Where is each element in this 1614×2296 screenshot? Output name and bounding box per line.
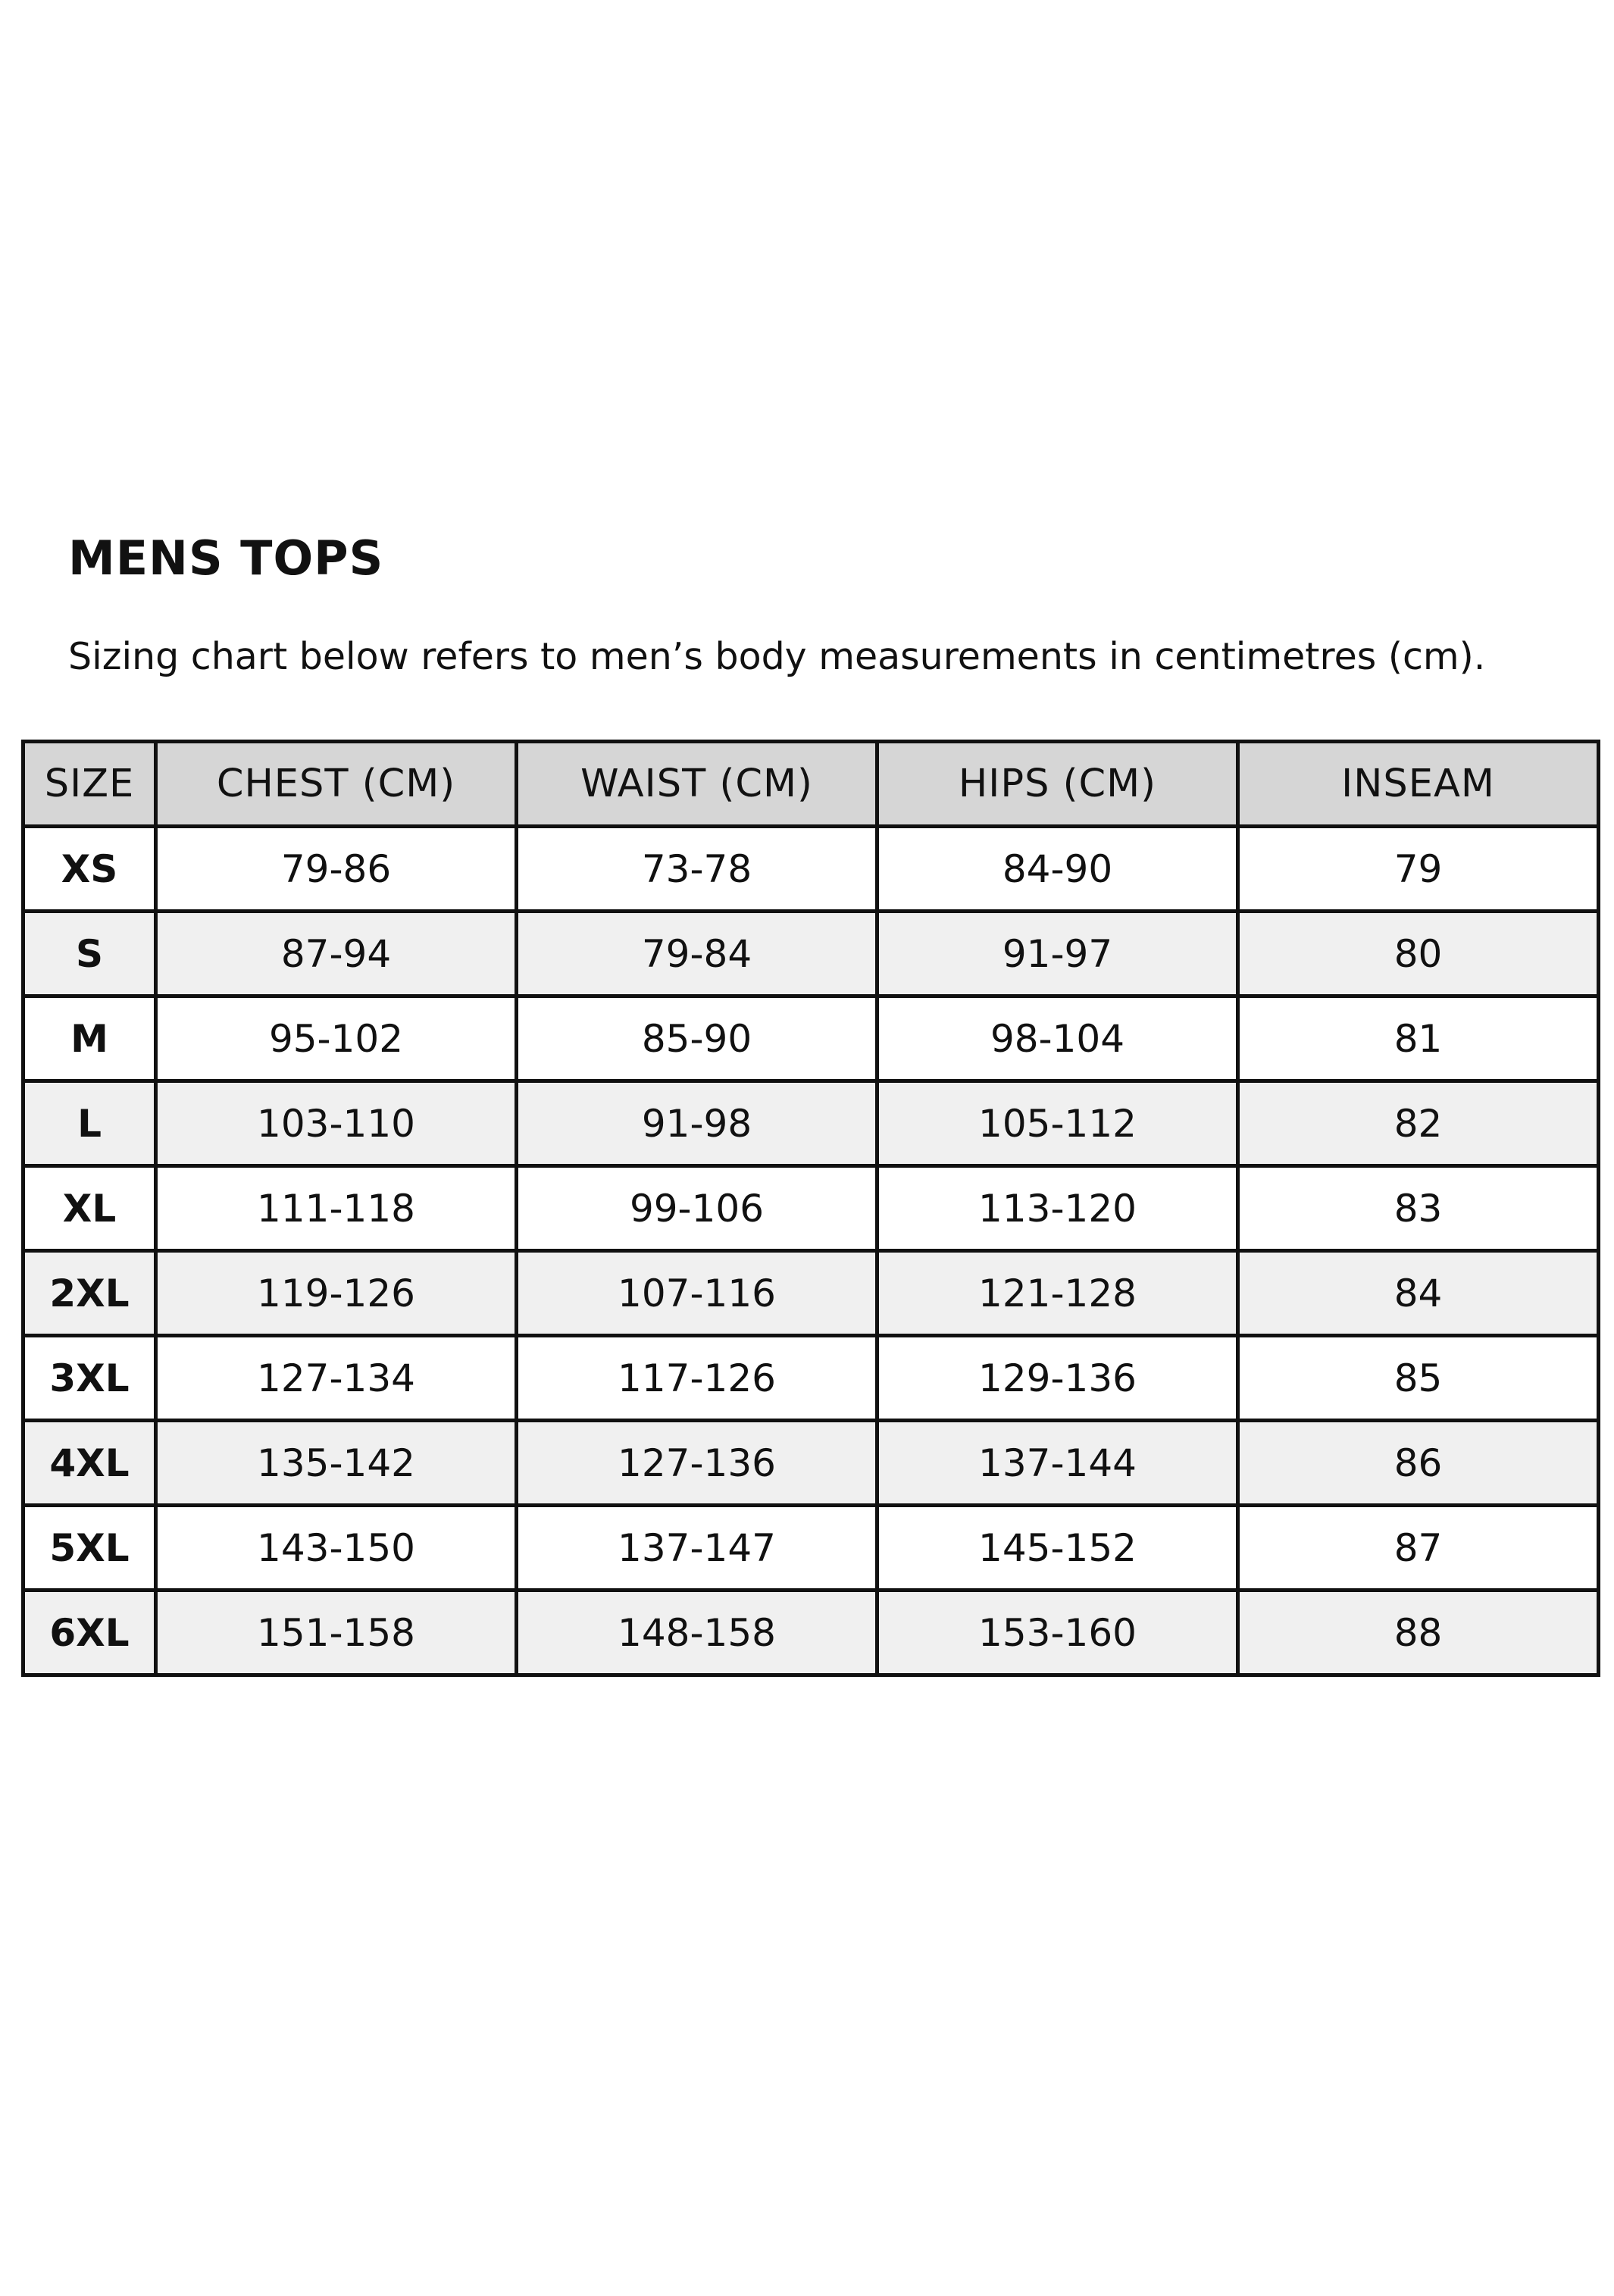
chest-cell: 103-110 <box>156 1081 517 1166</box>
chest-cell: 151-158 <box>156 1591 517 1675</box>
inseam-cell: 79 <box>1238 827 1599 912</box>
inseam-cell: 85 <box>1238 1336 1599 1421</box>
waist-cell: 85-90 <box>517 996 877 1081</box>
waist-cell: 127-136 <box>517 1421 877 1506</box>
inseam-cell: 86 <box>1238 1421 1599 1506</box>
inseam-cell: 81 <box>1238 996 1599 1081</box>
chest-cell: 111-118 <box>156 1166 517 1251</box>
chest-cell: 79-86 <box>156 827 517 912</box>
hips-cell: 153-160 <box>877 1591 1238 1675</box>
table-header-row <box>23 742 1599 827</box>
size-cell: L <box>23 1081 156 1166</box>
inseam-cell: 84 <box>1238 1251 1599 1336</box>
size-cell: 5XL <box>23 1506 156 1591</box>
chest-cell: 95-102 <box>156 996 517 1081</box>
hips-cell: 91-97 <box>877 912 1238 996</box>
inseam-cell: 80 <box>1238 912 1599 996</box>
table-row <box>23 996 1599 1081</box>
waist-cell: 107-116 <box>517 1251 877 1336</box>
inseam-cell: 87 <box>1238 1506 1599 1591</box>
page-title: MENS TOPS <box>68 530 384 586</box>
hips-cell: 113-120 <box>877 1166 1238 1251</box>
table-row <box>23 1166 1599 1251</box>
table-row <box>23 1251 1599 1336</box>
hips-cell: 121-128 <box>877 1251 1238 1336</box>
inseam-cell: 82 <box>1238 1081 1599 1166</box>
hips-cell: 145-152 <box>877 1506 1238 1591</box>
size-cell: 4XL <box>23 1421 156 1506</box>
header-chest: CHEST (CM) <box>156 742 517 827</box>
page-subtitle: Sizing chart below refers to men’s body measurements in centimetres (cm). <box>68 635 1486 678</box>
header-size: SIZE <box>23 742 156 827</box>
table-row <box>23 912 1599 996</box>
table-row <box>23 1081 1599 1166</box>
waist-cell: 79-84 <box>517 912 877 996</box>
header-inseam: INSEAM <box>1238 742 1599 827</box>
table-row <box>23 1506 1599 1591</box>
hips-cell: 84-90 <box>877 827 1238 912</box>
waist-cell: 117-126 <box>517 1336 877 1421</box>
table-header <box>23 742 1599 827</box>
chest-cell: 119-126 <box>156 1251 517 1336</box>
size-cell: 3XL <box>23 1336 156 1421</box>
table-row <box>23 827 1599 912</box>
waist-cell: 99-106 <box>517 1166 877 1251</box>
inseam-cell: 83 <box>1238 1166 1599 1251</box>
size-cell: 2XL <box>23 1251 156 1336</box>
waist-cell: 148-158 <box>517 1591 877 1675</box>
hips-cell: 129-136 <box>877 1336 1238 1421</box>
hips-cell: 137-144 <box>877 1421 1238 1506</box>
hips-cell: 105-112 <box>877 1081 1238 1166</box>
table-row <box>23 1591 1599 1675</box>
inseam-cell: 88 <box>1238 1591 1599 1675</box>
size-chart-table <box>21 740 1600 1677</box>
waist-cell: 73-78 <box>517 827 877 912</box>
header-waist: WAIST (CM) <box>517 742 877 827</box>
table-row <box>23 1336 1599 1421</box>
table-row <box>23 1421 1599 1506</box>
waist-cell: 91-98 <box>517 1081 877 1166</box>
size-cell: XS <box>23 827 156 912</box>
chest-cell: 127-134 <box>156 1336 517 1421</box>
chest-cell: 87-94 <box>156 912 517 996</box>
waist-cell: 137-147 <box>517 1506 877 1591</box>
chest-cell: 143-150 <box>156 1506 517 1591</box>
header-hips: HIPS (CM) <box>877 742 1238 827</box>
table-body <box>23 827 1599 1675</box>
hips-cell: 98-104 <box>877 996 1238 1081</box>
size-cell: M <box>23 996 156 1081</box>
size-cell: 6XL <box>23 1591 156 1675</box>
chest-cell: 135-142 <box>156 1421 517 1506</box>
size-cell: XL <box>23 1166 156 1251</box>
size-cell: S <box>23 912 156 996</box>
